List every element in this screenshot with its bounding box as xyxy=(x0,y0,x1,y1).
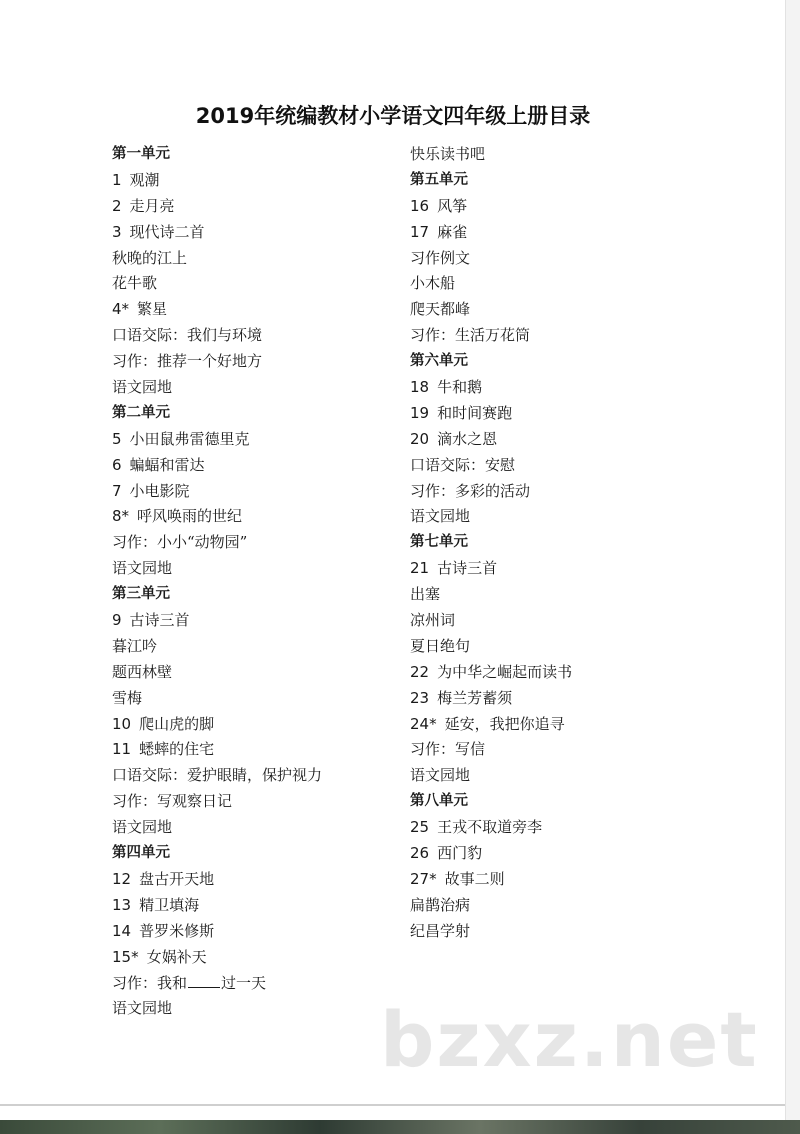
unit-heading: 第一单元 xyxy=(112,146,170,162)
toc-entry xyxy=(410,504,572,530)
toc-entry xyxy=(112,893,322,919)
toc-entry xyxy=(410,479,572,505)
toc-entry xyxy=(112,945,322,971)
entry-text: 语文园地 xyxy=(112,818,173,837)
toc-entry xyxy=(410,763,572,789)
lesson-number: 10 xyxy=(112,714,132,733)
toc-entry xyxy=(112,375,322,401)
lesson-number: 12 xyxy=(112,869,132,888)
toc-entry xyxy=(410,815,572,841)
entry-text: 语文园地 xyxy=(112,378,173,397)
entry-text: 延安，我把你追寻 xyxy=(444,714,565,733)
toc-entry xyxy=(410,271,572,297)
toc-entry xyxy=(112,919,322,945)
entry-text: 习作：写信 xyxy=(410,740,486,759)
entry-text: 出塞 xyxy=(410,585,441,604)
entry-text: 习作：我和 xyxy=(112,973,188,992)
toc-entry xyxy=(112,349,322,375)
toc-entry xyxy=(112,789,322,815)
entry-text: 题西林壁 xyxy=(112,662,173,681)
lesson-number: 8* xyxy=(112,507,130,526)
entry-text: 蝙蝠和雷达 xyxy=(129,455,205,474)
toc-entry xyxy=(112,246,322,272)
lesson-number: 2 xyxy=(112,196,122,215)
entry-text: 习作：生活万花筒 xyxy=(410,326,531,345)
lesson-number: 16 xyxy=(410,196,430,215)
entry-text: 普罗米修斯 xyxy=(139,921,215,940)
entry-text: 口语交际：安慰 xyxy=(410,455,516,474)
toc-entry xyxy=(410,608,572,634)
entry-text: 习作：写观察日记 xyxy=(112,792,233,811)
entry-text: 女娲补天 xyxy=(146,947,207,966)
toc-entry xyxy=(112,427,322,453)
toc-entry xyxy=(112,556,322,582)
lesson-number: 17 xyxy=(410,222,430,241)
entry-text: 精卫填海 xyxy=(139,895,200,914)
toc-entry xyxy=(112,479,322,505)
entry-text: 口语交际：爱护眼睛，保护视力 xyxy=(112,766,323,785)
toc-entry xyxy=(410,660,572,686)
entry-text: 盘古开天地 xyxy=(139,869,215,888)
entry-text: 语文园地 xyxy=(410,507,471,526)
unit-heading: 第三单元 xyxy=(112,586,170,603)
unit-heading: 第四单元 xyxy=(112,845,170,862)
toc-entry xyxy=(112,323,322,349)
entry-text: 滴水之恩 xyxy=(437,429,498,448)
entry-text: 现代诗二首 xyxy=(129,222,205,241)
entry-text: 爬山虎的脚 xyxy=(139,714,215,733)
toc-entry xyxy=(410,686,572,712)
unit-heading: 第五单元 xyxy=(410,171,468,188)
lesson-number: 4* xyxy=(112,300,130,319)
toc-entry xyxy=(410,453,572,479)
entry-text: 梅兰芳蓄须 xyxy=(437,688,513,707)
unit-heading: 第二单元 xyxy=(112,404,170,421)
toc-entry xyxy=(410,712,572,738)
toc-entry xyxy=(112,634,322,660)
entry-text: 故事二则 xyxy=(444,869,505,888)
entry-text: 王戎不取道旁李 xyxy=(437,818,543,837)
lesson-number: 11 xyxy=(112,740,132,759)
toc-entry xyxy=(112,530,322,556)
toc-entry xyxy=(112,815,322,841)
toc-entry xyxy=(410,919,572,945)
toc-entry xyxy=(410,194,572,220)
entry-text: 夏日绝句 xyxy=(410,636,471,655)
toc-entry xyxy=(410,142,572,168)
toc-left-column xyxy=(112,142,322,1022)
lesson-number: 15* xyxy=(112,947,139,966)
toc-entry xyxy=(112,297,322,323)
entry-text: 小木船 xyxy=(410,274,456,293)
entry-text: 观潮 xyxy=(129,170,160,189)
page-bottom-divider xyxy=(0,1104,786,1106)
entry-text: 花牛歌 xyxy=(112,274,158,293)
entry-text: 凉州词 xyxy=(410,611,456,630)
entry-text: 古诗三首 xyxy=(129,611,190,630)
toc-entry xyxy=(410,634,572,660)
lesson-number: 18 xyxy=(410,378,430,397)
toc-entry xyxy=(410,893,572,919)
unit-heading: 第八单元 xyxy=(410,793,468,810)
unit-heading: 第六单元 xyxy=(410,353,468,370)
lesson-number: 25 xyxy=(410,818,430,837)
toc-entry xyxy=(410,323,572,349)
toc-entry xyxy=(410,246,572,272)
toc-entry xyxy=(112,220,322,246)
entry-text: 小电影院 xyxy=(129,481,190,500)
lesson-number: 20 xyxy=(410,429,430,448)
entry-text: 麻雀 xyxy=(437,222,468,241)
entry-text: 古诗三首 xyxy=(437,559,498,578)
toc-entry xyxy=(410,556,572,582)
lesson-number: 6 xyxy=(112,455,122,474)
toc-entry xyxy=(112,608,322,634)
unit-heading: 第七单元 xyxy=(410,534,468,551)
toc-entry xyxy=(410,841,572,867)
lesson-number: 13 xyxy=(112,895,132,914)
entry-text: 小田鼠弗雷德里克 xyxy=(129,429,250,448)
toc-entry xyxy=(112,867,322,893)
toc-entry xyxy=(112,271,322,297)
toc-entry xyxy=(410,582,572,608)
lesson-number: 24* xyxy=(410,714,437,733)
lesson-number: 7 xyxy=(112,481,122,500)
entry-text: 习作例文 xyxy=(410,248,471,267)
lesson-number: 9 xyxy=(112,611,122,630)
toc-entry xyxy=(410,297,572,323)
toc-entry xyxy=(112,194,322,220)
toc-entry xyxy=(410,867,572,893)
entry-text: 习作：推荐一个好地方 xyxy=(112,352,263,371)
lesson-number: 1 xyxy=(112,170,122,189)
toc-entry xyxy=(112,660,322,686)
toc-entry xyxy=(410,220,572,246)
lesson-number: 21 xyxy=(410,559,430,578)
toc-entry xyxy=(112,971,322,997)
entry-text: 风筝 xyxy=(437,196,468,215)
toc-entry xyxy=(410,401,572,427)
entry-text: 牛和鹅 xyxy=(437,378,483,397)
entry-text: 和时间赛跑 xyxy=(437,403,513,422)
entry-text: 秋晚的江上 xyxy=(112,248,188,267)
entry-text: 呼风唤雨的世纪 xyxy=(137,507,243,526)
entry-text: 口语交际：我们与环境 xyxy=(112,326,263,345)
lesson-number: 22 xyxy=(410,662,430,681)
toc-entry xyxy=(112,737,322,763)
toc-entry xyxy=(410,375,572,401)
toc-right-column xyxy=(410,142,572,945)
entry-text: 繁星 xyxy=(137,300,168,319)
entry-text: 蟋蟀的住宅 xyxy=(139,740,215,759)
vertical-scrollbar[interactable] xyxy=(785,0,800,1120)
lesson-number: 23 xyxy=(410,688,430,707)
entry-text: 为中华之崛起而读书 xyxy=(437,662,573,681)
entry-text: 走月亮 xyxy=(129,196,175,215)
document-title: 2019年统编教材小学语文四年级上册目录 xyxy=(195,104,591,128)
entry-text: 快乐读书吧 xyxy=(410,145,486,163)
fill-in-blank-line xyxy=(188,973,220,988)
entry-text: 语文园地 xyxy=(112,999,173,1018)
entry-text: 爬天都峰 xyxy=(410,300,471,319)
toc-entry xyxy=(112,763,322,789)
toc-entry xyxy=(112,996,322,1022)
lesson-number: 5 xyxy=(112,429,122,448)
lesson-number: 26 xyxy=(410,844,430,863)
entry-text: 语文园地 xyxy=(410,766,471,785)
entry-text: 雪梅 xyxy=(112,688,143,707)
toc-entry xyxy=(112,686,322,712)
toc-entry xyxy=(112,712,322,738)
entry-text: 暮江吟 xyxy=(112,636,158,655)
lesson-number: 14 xyxy=(112,921,132,940)
toc-entry xyxy=(112,168,322,194)
entry-text: 过一天 xyxy=(221,973,267,992)
toc-entry xyxy=(410,427,572,453)
lesson-number: 19 xyxy=(410,403,430,422)
next-page-edge xyxy=(0,1120,800,1134)
entry-text: 扁鹊治病 xyxy=(410,895,471,914)
toc-entry xyxy=(112,453,322,479)
entry-text: 西门豹 xyxy=(437,844,483,863)
toc-entry xyxy=(112,504,322,530)
lesson-number: 27* xyxy=(410,869,437,888)
entry-text: 习作：多彩的活动 xyxy=(410,481,531,500)
site-watermark: bzxz.net xyxy=(380,995,759,1084)
entry-text: 语文园地 xyxy=(112,559,173,578)
entry-text: 纪昌学射 xyxy=(410,921,471,940)
entry-text: 习作：小小“动物园” xyxy=(112,533,248,552)
lesson-number: 3 xyxy=(112,222,122,241)
toc-entry xyxy=(410,737,572,763)
